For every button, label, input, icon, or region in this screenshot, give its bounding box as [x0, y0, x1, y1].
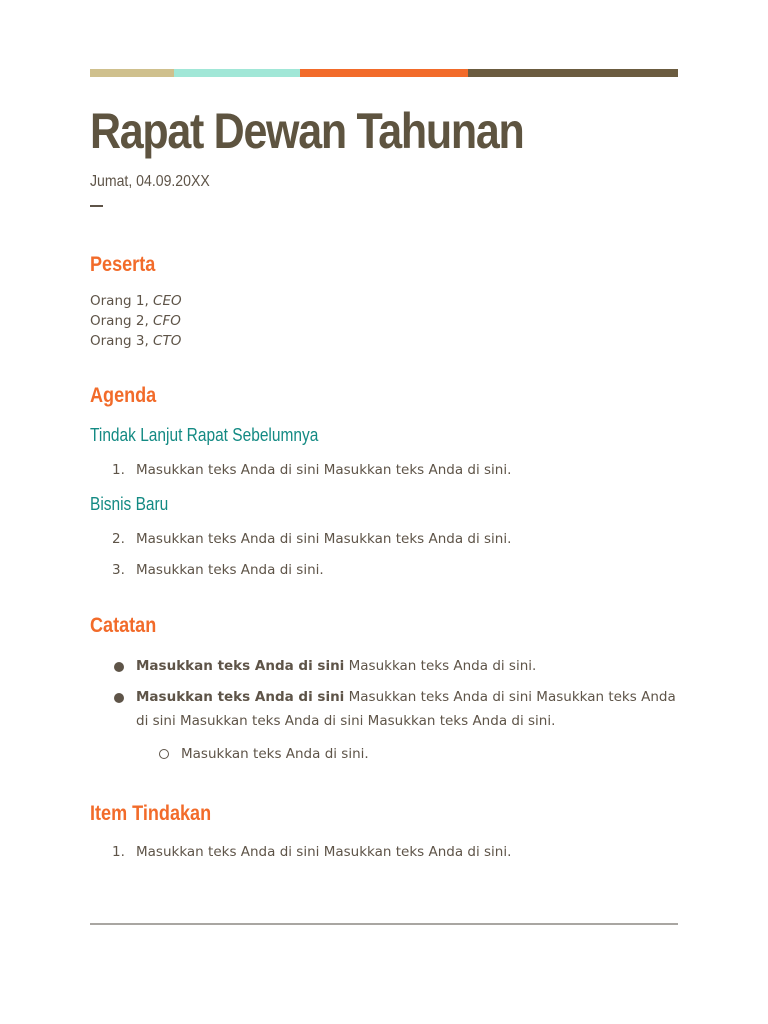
- list-item: [90, 460, 678, 480]
- agenda-heading: Agenda: [90, 384, 157, 407]
- attendee-name: Orang 2,: [90, 313, 154, 329]
- list-item: [90, 529, 678, 549]
- list-number: 3.: [112, 562, 125, 578]
- attendee-list: [90, 291, 678, 351]
- attendee-name: Orang 3,: [90, 333, 154, 349]
- color-bar-segment-mint: [174, 69, 300, 77]
- list-item: [90, 560, 678, 580]
- color-bar-segment-brown: [468, 69, 678, 77]
- attendee-role: CTO: [153, 333, 182, 349]
- attendee-item: [90, 331, 678, 351]
- color-bar-segment-orange: [300, 69, 468, 77]
- list-text: Masukkan teks Anda di sini Masukkan teks Anda di sini.: [136, 531, 512, 547]
- document-title: Rapat Dewan Tahunan: [90, 103, 524, 159]
- attendee-item: [90, 291, 678, 311]
- notes-heading: Catatan: [90, 614, 157, 637]
- attendee-name: Orang 1,: [90, 293, 154, 309]
- footer-divider: [90, 923, 678, 925]
- bullet-item: [90, 654, 678, 678]
- color-bar-segment-tan: [90, 69, 174, 77]
- sub-bullet-text: Masukkan teks Anda di sini.: [181, 746, 369, 762]
- bullet-dot-icon: [114, 693, 124, 703]
- document-page: [90, 69, 678, 862]
- bullet-dot-icon: [114, 662, 124, 672]
- sub-bullet-circle-icon: [159, 749, 169, 759]
- list-number: 1.: [112, 844, 125, 860]
- bullet-bold-text: Masukkan teks Anda di sini: [136, 658, 345, 674]
- list-text: Masukkan teks Anda di sini Masukkan teks Anda di sini.: [136, 844, 512, 860]
- list-number: 2.: [112, 531, 125, 547]
- bullet-text: Masukkan teks Anda di sini.: [344, 658, 537, 674]
- followup-heading: Tindak Lanjut Rapat Sebelumnya: [90, 425, 319, 445]
- list-text: Masukkan teks Anda di sini Masukkan teks Anda di sini.: [136, 462, 512, 478]
- sub-bullet-item: [90, 744, 678, 764]
- attendees-heading: Peserta: [90, 253, 156, 276]
- title-dash-divider: [90, 205, 103, 207]
- action-items-heading: Item Tindakan: [90, 802, 212, 825]
- decorative-color-bar: [90, 69, 678, 77]
- attendee-item: [90, 311, 678, 331]
- list-item: [90, 842, 678, 862]
- attendee-role: CEO: [153, 293, 182, 309]
- new-business-heading: Bisnis Baru: [90, 494, 169, 514]
- bullet-text: Masukkan teks Anda di sini Masukkan teks Anda di sini Masukkan teks Anda di sini Masukkan teks Anda di sini.: [136, 689, 676, 729]
- attendee-role: CFO: [153, 313, 181, 329]
- bullet-bold-text: Masukkan teks Anda di sini: [136, 689, 345, 705]
- bullet-item: [90, 685, 678, 733]
- meeting-date: Jumat, 04.09.20XX: [90, 173, 210, 190]
- list-text: Masukkan teks Anda di sini.: [136, 562, 324, 578]
- list-number: 1.: [112, 462, 125, 478]
